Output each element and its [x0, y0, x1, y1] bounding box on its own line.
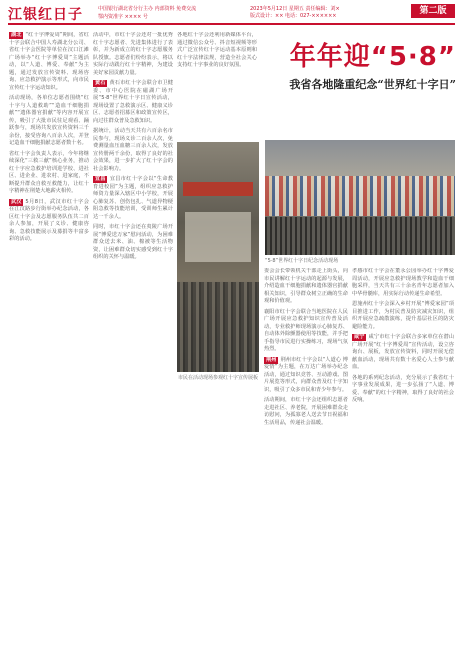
photo-caption-2: “5·8”世界红十字日纪念活动现场	[265, 258, 339, 264]
article-column-4	[264, 268, 348, 652]
paragraph	[9, 95, 89, 148]
paragraph	[93, 224, 173, 262]
article-subheadline: 我省各地隆重纪念“世界红十字日”	[289, 78, 456, 91]
paragraph-text: “红十字博爱周”期间，省红十字会联合中国人寿湖北分公司、省红十字会医院等单位在汉口江滩广场举办“红十字博爱周”主题活动，以“人道、博爱、奉献”为主题，通过发放宣传资料、现场咨询、应急救护演示等形式，向市民宣传红十字运动知识。	[9, 32, 89, 91]
photo-flags-shape	[265, 176, 455, 216]
region-tag: 武汉	[11, 198, 22, 205]
paragraph	[352, 301, 454, 331]
paragraph	[264, 268, 348, 306]
region-tag: 宜昌	[95, 176, 106, 182]
paragraph	[9, 199, 89, 244]
photo-banner-shape	[183, 182, 253, 196]
license-line: 鄂内资准字 ×××× 号	[98, 14, 148, 20]
paragraph-text: 5月8日，武汉市红十字会在江汉路步行街举办纪念活动，各区红十字会及志愿服务队伍共二百余人参加，开展了义诊、健康咨询、急救技能展示及募捐等丰富多彩的活动。	[9, 198, 89, 242]
paragraph	[93, 128, 173, 173]
paragraph-text: 荆州市红十字会以“人道心 博爱情”为主题，在万达广场举办纪念活动，通过知识竞答、互动游戏、图片展览等形式，向群众普及红十字知识，吸引了众多市民和青少年参与。	[264, 356, 348, 393]
paragraph-text: 活动期间，市红十字会还组织志愿者走进社区、养老院，开展困难群众走访慰问，为孤寡老人送去节日祝福和生活用品，传递社会温暖。	[264, 397, 348, 426]
paragraph	[264, 397, 348, 427]
paragraph-text: 活动现场，各单位志愿者围绕“红十字与人道救助”“造血干细胞捐献”“遗体器官捐献”等内容开展宣传，吸引了大批市民驻足观看、踊跃参与，现场共发放宣传资料三千余份，接受咨询八百余人次，并登记造血干细胞捐献志愿者数十名。	[9, 95, 89, 146]
paragraph	[9, 32, 89, 92]
region-tag: 荆州	[266, 356, 277, 363]
event-photo-1	[177, 142, 259, 372]
photo-crowd-shape	[177, 282, 259, 372]
paragraph	[9, 151, 89, 196]
photo-caption-1: 市民在活动现场参观红十字宣传展板	[177, 375, 258, 381]
article-headline: 年年迎“5·8”	[289, 42, 456, 72]
date-line: 2023年5月12日 星期五 责任编辑：刘×	[250, 6, 340, 12]
region-tag: 黄石	[95, 80, 106, 86]
paragraph-text: 咸宁市红十字会联合多家单位在潜山广场开展“红十字博爱周”宣传活动，设立咨询台、展板，发放宣传资料，同时开展无偿献血活动，现场共有数十名爱心人士参与献血。	[352, 334, 454, 370]
newspaper-logo: 江银红日子	[8, 7, 83, 23]
paragraph-text: 孝感市红十字会在董永公园举办红十字博爱周活动，开展应急救护现场教学和造血干细胞采样，当天共有三十余名青年志愿者加入中华骨髓库，用实际行动传递生命希望。	[352, 268, 454, 297]
region-tag: 湖北	[11, 32, 22, 38]
masthead-divider	[8, 23, 455, 25]
article-column-3	[177, 32, 257, 137]
paragraph	[352, 334, 454, 372]
masthead	[0, 0, 463, 30]
photo-stage-shape	[185, 212, 251, 262]
paragraph	[352, 375, 454, 405]
paragraph-text: 据统计，活动当天共有六百余名市民参与，现场义诊二百余人次，免费测量血压血糖三百余人次，发放宣传册两千余份，取得了良好的社会效果，进一步扩大了红十字会的社会影响力。	[93, 128, 173, 172]
paragraph	[264, 357, 348, 395]
paragraph-text: 各地红十字会还利用新媒体平台，通过微信公众号、抖音短视频等形式广泛宣传红十字运动基本原则和红十字法律法规，营造全社会关心支持红十字事业的良好氛围。	[177, 32, 257, 68]
article-column-2	[93, 32, 173, 652]
page-number-badge: 第二版	[411, 4, 455, 18]
paragraph-text: 各地的系列纪念活动，充分展示了我省红十字事业发展成果，进一步弘扬了“人道、博爱、奉献”的红十字精神，取得了良好的社会反响。	[352, 374, 454, 403]
paragraph	[93, 80, 173, 125]
paragraph-text: 省红十字会负责人表示，今年将继续深化“三救三献”核心业务，推动红十字应急救护培训进学校、进社区、进企业、进农村、进家庭，不断提升群众自救互救能力，让红十字精神在荆楚大地薪火相传。	[9, 150, 89, 194]
paragraph	[93, 32, 173, 77]
paragraph-text: 黄石市红十字会联合市卫健委、市中心医院在磁湖广场开展“5·8”世界红十字日宣传活动，现场设置了急救演示区、健康义诊区、志愿者招募区和政策宣传区，向过往群众普及急救知识。	[93, 80, 173, 124]
article-column-5	[352, 268, 454, 652]
event-photo-2	[265, 140, 455, 255]
publisher-line: 中国银行湖北省分行主办 内部资料 免费交流	[98, 6, 197, 12]
paragraph-text: 恩施州红十字会深入乡村开展“博爱家园”项目推进工作，为村民普及防灾减灾知识，组织开展应急疏散演练，提升基层社区的防灾避险能力。	[352, 301, 454, 330]
paragraph	[177, 32, 257, 70]
paragraph-text: 委会会长带领机关干部走上街头，向市民讲解红十字运动的起源与发展，介绍造血干细胞捐献和遗体器官捐献相关知识，引导群众树立正确的生命观和价值观。	[264, 268, 348, 304]
paragraph	[352, 268, 454, 298]
paragraph-text: 活动中，市红十字会还对一批优秀红十字志愿者、先进集体进行了表彰，并为新成立的红十字志愿服务队授旗。志愿者们纷纷表示，将以实际行动践行红十字精神，为建设美好家园贡献力量。	[93, 32, 173, 76]
editor-line: 版式设计：×× 电话：027-××××××	[250, 13, 337, 19]
article-column-1	[9, 32, 89, 652]
paragraph	[264, 309, 348, 354]
region-tag: 咸宁	[354, 334, 365, 340]
paragraph-text: 襄阳市红十字会联合当地医院在人民广场开展应急救护知识宣传普及活动，专业救护师现场演示心肺复苏、自动体外除颤器使用等技能，并手把手指导市民进行实操练习，现场气氛热烈。	[264, 308, 348, 352]
paragraph	[93, 176, 173, 221]
photo-ground-shape	[265, 217, 455, 255]
paragraph-text: 同时，市红十字会还在夷陵广场开展“博爱送万家”慰问活动，为困难群众送去米、油、棉被等生活物资，让困难群众切实感受到红十字组织的关怀与温暖。	[93, 224, 173, 260]
paragraph-text: 宜昌市红十字会以“生命教育进校园”为主题，组织应急救护师资力量深入辖区中小学校，开展心肺复苏、创伤包扎、气道异物梗阻急救等技能培训，受训师生累计达一千余人。	[93, 176, 173, 220]
